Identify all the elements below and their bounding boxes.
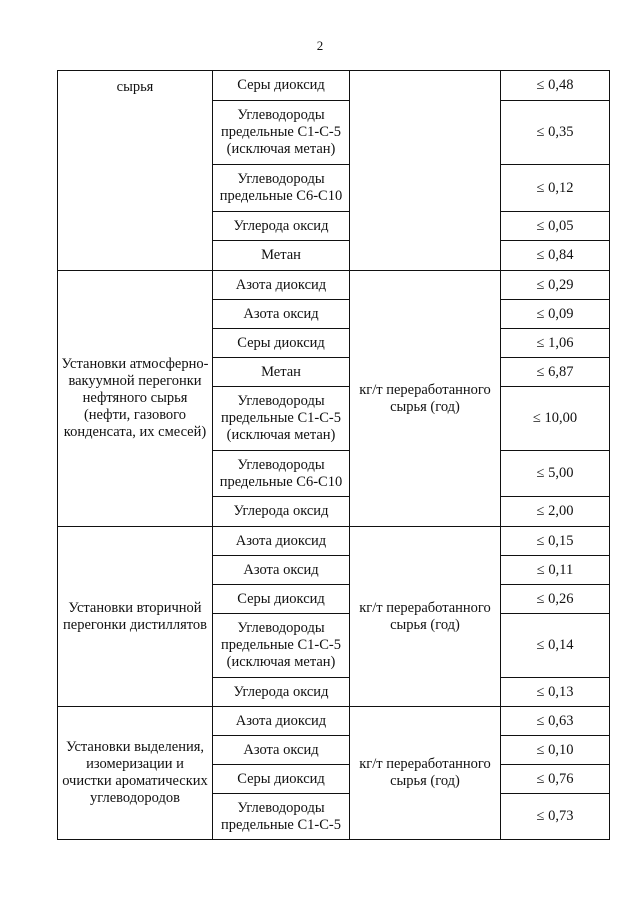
substance-cell: Азота диоксид: [213, 271, 350, 300]
substance-cell: Углеводороды предельные С1-С-5: [213, 794, 350, 840]
page-number: 2: [316, 38, 324, 53]
value-cell: ≤ 1,06: [501, 329, 610, 358]
substance-cell: Азота оксид: [213, 556, 350, 585]
unit-cell: кг/т переработанного сырья (год): [350, 707, 501, 840]
value-cell: ≤ 0,14: [501, 614, 610, 678]
source-cell: Установки атмосферно-вакуумной перегонки нефтяного сырья (нефти, газового конденсата, их смесей): [58, 271, 213, 527]
table-row: [58, 527, 610, 556]
value-cell: ≤ 0,12: [501, 165, 610, 212]
table-row: [58, 707, 610, 736]
unit-cell: кг/т переработанного сырья (год): [350, 527, 501, 707]
value-cell: ≤ 0,11: [501, 556, 610, 585]
source-cell: Установки вторичной перегонки дистиллятов: [58, 527, 213, 707]
emissions-table: [57, 70, 610, 840]
value-cell: ≤ 0,10: [501, 736, 610, 765]
substance-cell: Серы диоксид: [213, 765, 350, 794]
source-cell: сырья: [58, 71, 213, 271]
substance-cell: Углерода оксид: [213, 212, 350, 241]
value-cell: ≤ 0,76: [501, 765, 610, 794]
value-cell: ≤ 6,87: [501, 358, 610, 387]
value-cell: ≤ 0,09: [501, 300, 610, 329]
value-cell: ≤ 0,26: [501, 585, 610, 614]
value-cell: ≤ 0,48: [501, 71, 610, 101]
value-cell: ≤ 0,63: [501, 707, 610, 736]
value-cell: ≤ 10,00: [501, 387, 610, 451]
substance-cell: Углеводороды предельные С1-С-5 (исключая метан): [213, 387, 350, 451]
value-cell: ≤ 5,00: [501, 451, 610, 497]
source-cell: Установки выделения, изомеризации и очистки ароматических углеводородов: [58, 707, 213, 840]
substance-cell: Углеводороды предельные С6-С10: [213, 165, 350, 212]
value-cell: ≤ 0,73: [501, 794, 610, 840]
substance-cell: Углерода оксид: [213, 678, 350, 707]
value-cell: ≤ 0,35: [501, 101, 610, 165]
value-cell: ≤ 0,05: [501, 212, 610, 241]
substance-cell: Метан: [213, 358, 350, 387]
substance-cell: Серы диоксид: [213, 329, 350, 358]
substance-cell: Серы диоксид: [213, 71, 350, 101]
substance-cell: Углеводороды предельные С1-С-5 (исключая метан): [213, 101, 350, 165]
substance-cell: Азота диоксид: [213, 527, 350, 556]
substance-cell: Углеводороды предельные С6-С10: [213, 451, 350, 497]
substance-cell: Метан: [213, 241, 350, 271]
substance-cell: Углерода оксид: [213, 497, 350, 527]
value-cell: ≤ 0,29: [501, 271, 610, 300]
unit-cell: кг/т переработанного сырья (год): [350, 271, 501, 527]
substance-cell: Углеводороды предельные С1-С-5 (исключая метан): [213, 614, 350, 678]
substance-cell: Азота оксид: [213, 736, 350, 765]
value-cell: ≤ 0,84: [501, 241, 610, 271]
substance-cell: Азота оксид: [213, 300, 350, 329]
table-row: [58, 71, 610, 101]
substance-cell: Азота диоксид: [213, 707, 350, 736]
value-cell: ≤ 0,15: [501, 527, 610, 556]
value-cell: ≤ 2,00: [501, 497, 610, 527]
value-cell: ≤ 0,13: [501, 678, 610, 707]
unit-cell: [350, 71, 501, 271]
substance-cell: Серы диоксид: [213, 585, 350, 614]
table-row: [58, 271, 610, 300]
